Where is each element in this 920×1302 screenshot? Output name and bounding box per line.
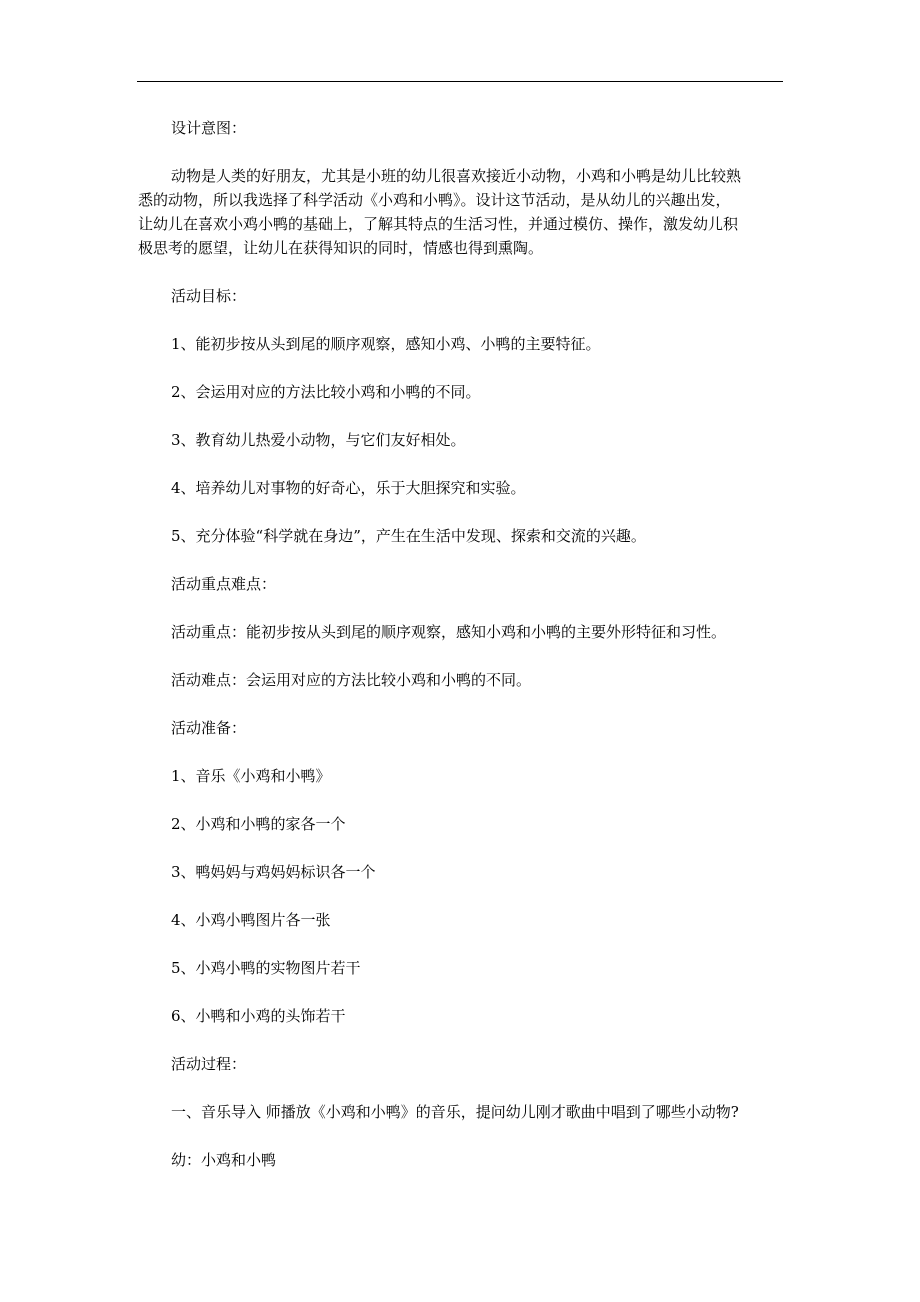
goal-item: 2、会运用对应的方法比较小鸡和小鸭的不同。 — [171, 383, 481, 401]
prep-item: 1、音乐《小鸡和小鸭》 — [171, 767, 331, 785]
design-line: 动物是人类的好朋友，尤其是小班的幼儿很喜欢接近小动物，小鸡和小鸭是幼儿比较熟 — [171, 167, 742, 185]
goal-item: 4、培养幼儿对事物的好奇心，乐于大胆探究和实验。 — [171, 479, 526, 497]
prep-item: 2、小鸡和小鸭的家各一个 — [171, 815, 346, 833]
prep-item: 5、小鸡小鸭的实物图片若干 — [171, 959, 361, 977]
goal-item: 1、能初步按从头到尾的顺序观察，感知小鸡、小鸭的主要特征。 — [171, 335, 601, 353]
goals-heading: 活动目标： — [171, 287, 247, 305]
design-heading: 设计意图： — [171, 119, 247, 137]
prep-item: 3、鸭妈妈与鸡妈妈标识各一个 — [171, 863, 376, 881]
header-rule — [137, 81, 783, 82]
goal-item: 3、教育幼儿热爱小动物，与它们友好相处。 — [171, 431, 466, 449]
process-step: 一、音乐导入 师播放《小鸡和小鸭》的音乐，提问幼儿刚才歌曲中唱到了哪些小动物? — [171, 1103, 739, 1121]
process-heading: 活动过程： — [171, 1055, 247, 1073]
difficult-point: 活动难点：会运用对应的方法比较小鸡和小鸭的不同。 — [171, 671, 532, 689]
design-paragraph — [138, 164, 784, 260]
prep-heading: 活动准备： — [171, 719, 247, 737]
prep-item: 6、小鸭和小鸡的头饰若干 — [171, 1007, 346, 1025]
goal-item: 5、充分体验“科学就在身边”，产生在生活中发现、探索和交流的兴趣。 — [171, 527, 646, 545]
key-point: 活动重点：能初步按从头到尾的顺序观察，感知小鸡和小鸭的主要外形特征和习性。 — [171, 623, 727, 641]
design-line: 极思考的愿望，让幼儿在获得知识的同时，情感也得到熏陶。 — [138, 239, 544, 257]
key-heading: 活动重点难点： — [171, 575, 277, 593]
prep-item: 4、小鸡小鸭图片各一张 — [171, 911, 331, 929]
design-line: 悉的动物，所以我选择了科学活动《小鸡和小鸭》。设计这节活动，是从幼儿的兴趣出发， — [138, 191, 731, 209]
child-answer: 幼：小鸡和小鸭 — [171, 1151, 277, 1169]
design-line: 让幼儿在喜欢小鸡小鸭的基础上，了解其特点的生活习性，并通过模仿、操作，激发幼儿积 — [138, 215, 739, 233]
